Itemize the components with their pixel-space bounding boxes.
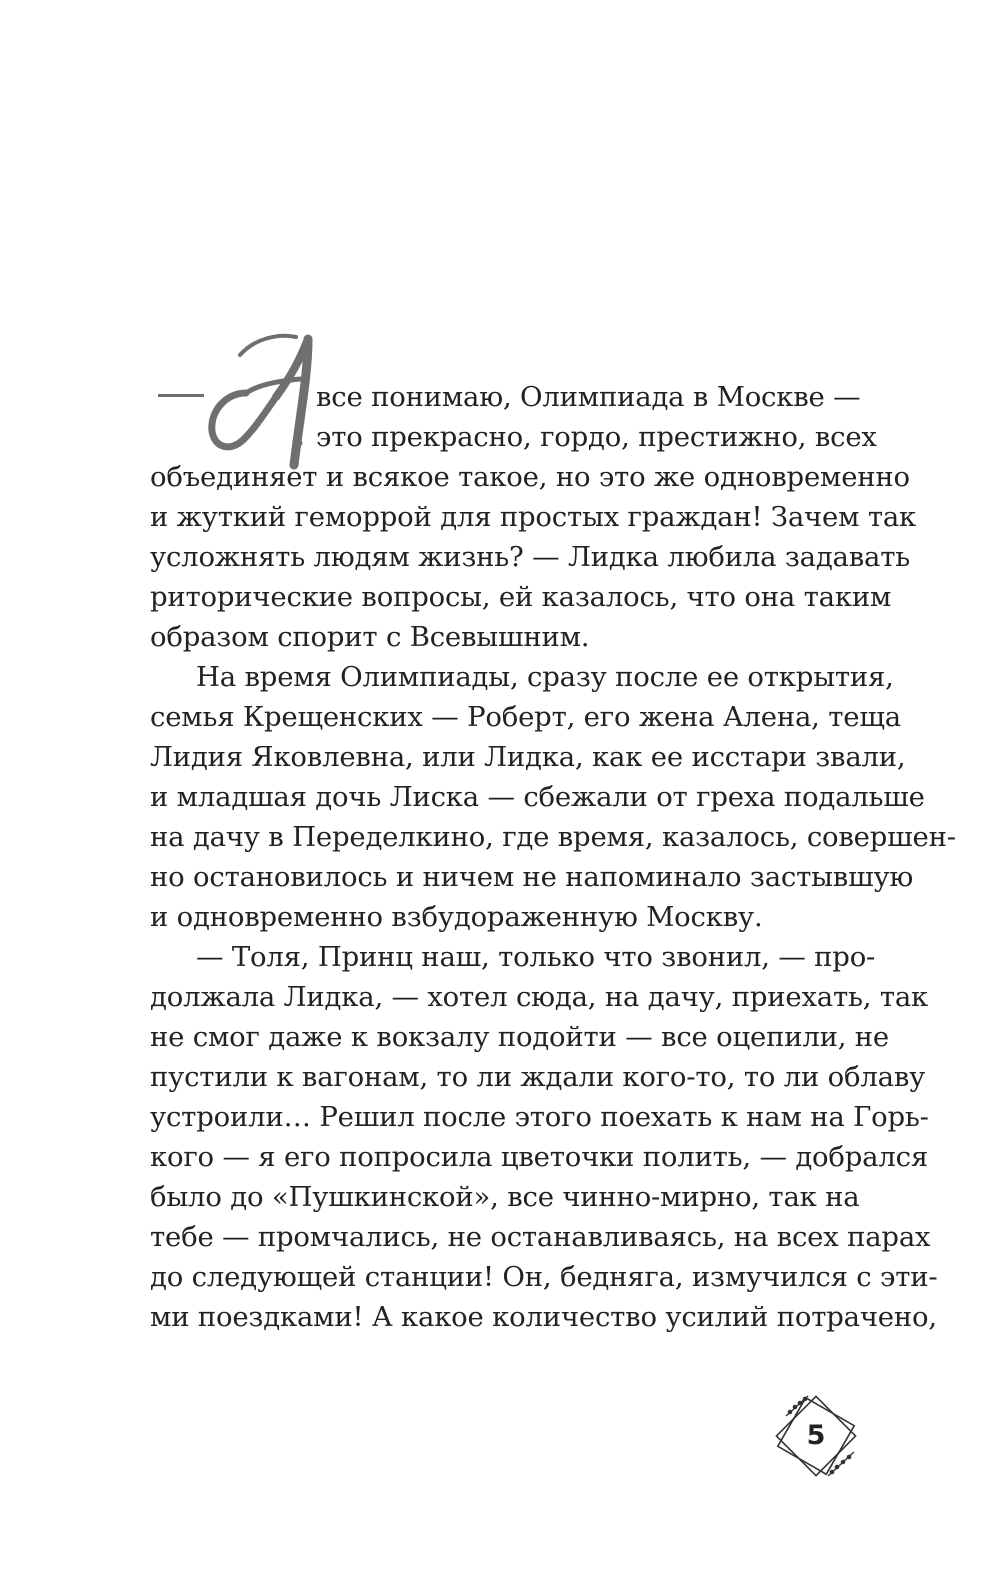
text-line: риторические вопросы, ей казалось, что она таким — [150, 581, 892, 613]
text-line: но остановилось и ничем не напоминало застывшую — [150, 861, 914, 893]
text-line: образом спорит с Всевышним. — [150, 621, 590, 653]
dropcap-ornament-icon — [196, 315, 324, 475]
text-line: до следующей станции! Он, бедняга, измучился с эти- — [150, 1261, 938, 1293]
text-line: не смог даже к вокзалу подойти — все оцепили, не — [150, 1021, 890, 1053]
text-line: это прекрасно, гордо, престижно, всех — [316, 421, 877, 453]
text-line: устроили… Решил после этого поехать к нам на Горь- — [150, 1101, 929, 1133]
text-line: Лидия Яковлевна, или Лидка, как ее исстари звали, — [150, 741, 906, 773]
text-line: пустили к вагонам, то ли ждали кого-то, то ли облаву — [150, 1061, 926, 1093]
text-line: и одновременно взбудораженную Москву. — [150, 901, 763, 933]
text-line: — Толя, Принц наш, только что звонил, — про- — [196, 941, 876, 973]
text-line: было до «Пушкинской», все чинно-мирно, так на — [150, 1181, 860, 1213]
text-line: объединяет и всякое такое, но это же одновременно — [150, 461, 910, 493]
text-line: должала Лидка, — хотел сюда, на дачу, приехать, так — [150, 981, 929, 1013]
page-number: 5 — [806, 1420, 826, 1451]
text-line: усложнять людям жизнь? — Лидка любила задавать — [150, 541, 911, 573]
text-line: и младшая дочь Лиска — сбежали от греха подальше — [150, 781, 925, 813]
dropcap-letter-ya — [196, 315, 324, 475]
text-line: семья Крещенских — Роберт, его жена Алена, теща — [150, 701, 901, 733]
text-line: На время Олимпиады, сразу после ее открытия, — [196, 661, 894, 693]
text-line: на дачу в Переделкино, где время, казалось, совершен- — [150, 821, 956, 853]
text-line: ми поездками! А какое количество усилий потрачено, — [150, 1301, 937, 1333]
text-line: все понимаю, Олимпиада в Москве — — [316, 381, 861, 413]
text-line: кого — я его попросила цветочки полить, — добрался — [150, 1141, 928, 1173]
text-line: тебе — промчались, не останавливаясь, на всех парах — [150, 1221, 931, 1253]
page-number-badge — [766, 1386, 866, 1486]
text-line: и жуткий геморрой для простых граждан! Зачем так — [150, 501, 917, 533]
